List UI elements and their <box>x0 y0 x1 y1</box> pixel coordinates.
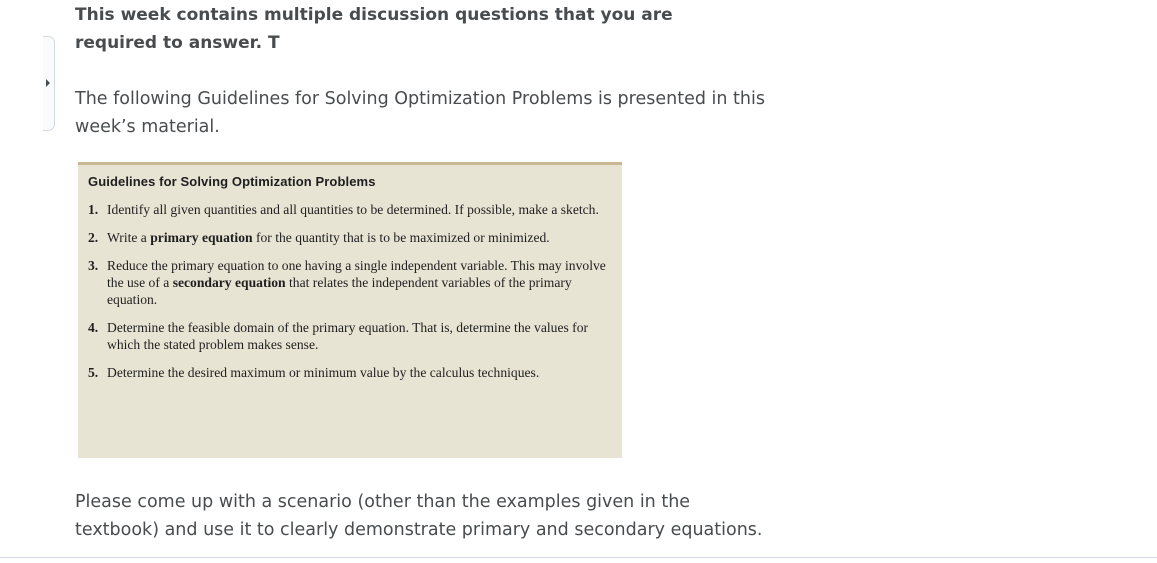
guideline-text: Determine the feasible domain of the primary equation. That is, determine the values for which the stated problem makes sense. <box>107 320 589 352</box>
guideline-text: that relates the independent variables of the primary equation. <box>107 275 572 307</box>
guideline-item <box>88 201 613 218</box>
post-heading: This week contains multiple discussion questions that you are required to answer. T <box>75 5 673 53</box>
side-panel-toggle[interactable] <box>43 36 55 131</box>
guideline-text: Determine the desired maximum or minimum value by the calculus techniques. <box>107 365 540 380</box>
guideline-item <box>88 319 613 353</box>
guideline-number: 5. <box>88 365 99 380</box>
guideline-item <box>88 257 613 308</box>
guidelines-list <box>88 201 613 392</box>
guideline-number: 3. <box>88 258 99 273</box>
guideline-text: Identify all given quantities and all quantities to be determined. If possible, make a sketch. <box>107 202 599 217</box>
guideline-number: 4. <box>88 320 99 335</box>
expand-arrow-icon <box>46 79 50 87</box>
guideline-item <box>88 229 613 246</box>
guideline-number: 2. <box>88 230 99 245</box>
guideline-text: Reduce the primary equation to one having a single independent variable. This may involve the use of a <box>107 258 606 290</box>
guidelines-title: Guidelines for Solving Optimization Problems <box>88 174 376 189</box>
guidelines-image <box>78 162 622 458</box>
divider <box>0 557 1157 558</box>
prompt-paragraph: Please come up with a scenario (other than the examples given in the textbook) and use it to clearly demonstrate primary and secondary equations. <box>75 492 763 540</box>
guideline-number: 1. <box>88 202 99 217</box>
guideline-text: Write a <box>107 230 151 245</box>
guideline-bold-term: primary equation <box>150 230 253 245</box>
guideline-item <box>88 364 613 381</box>
intro-paragraph: The following Guidelines for Solving Optimization Problems is presented in this week’s material. <box>75 89 765 137</box>
guideline-text: for the quantity that is to be maximized or minimized. <box>252 230 550 245</box>
guideline-bold-term: secondary equation <box>172 275 286 290</box>
